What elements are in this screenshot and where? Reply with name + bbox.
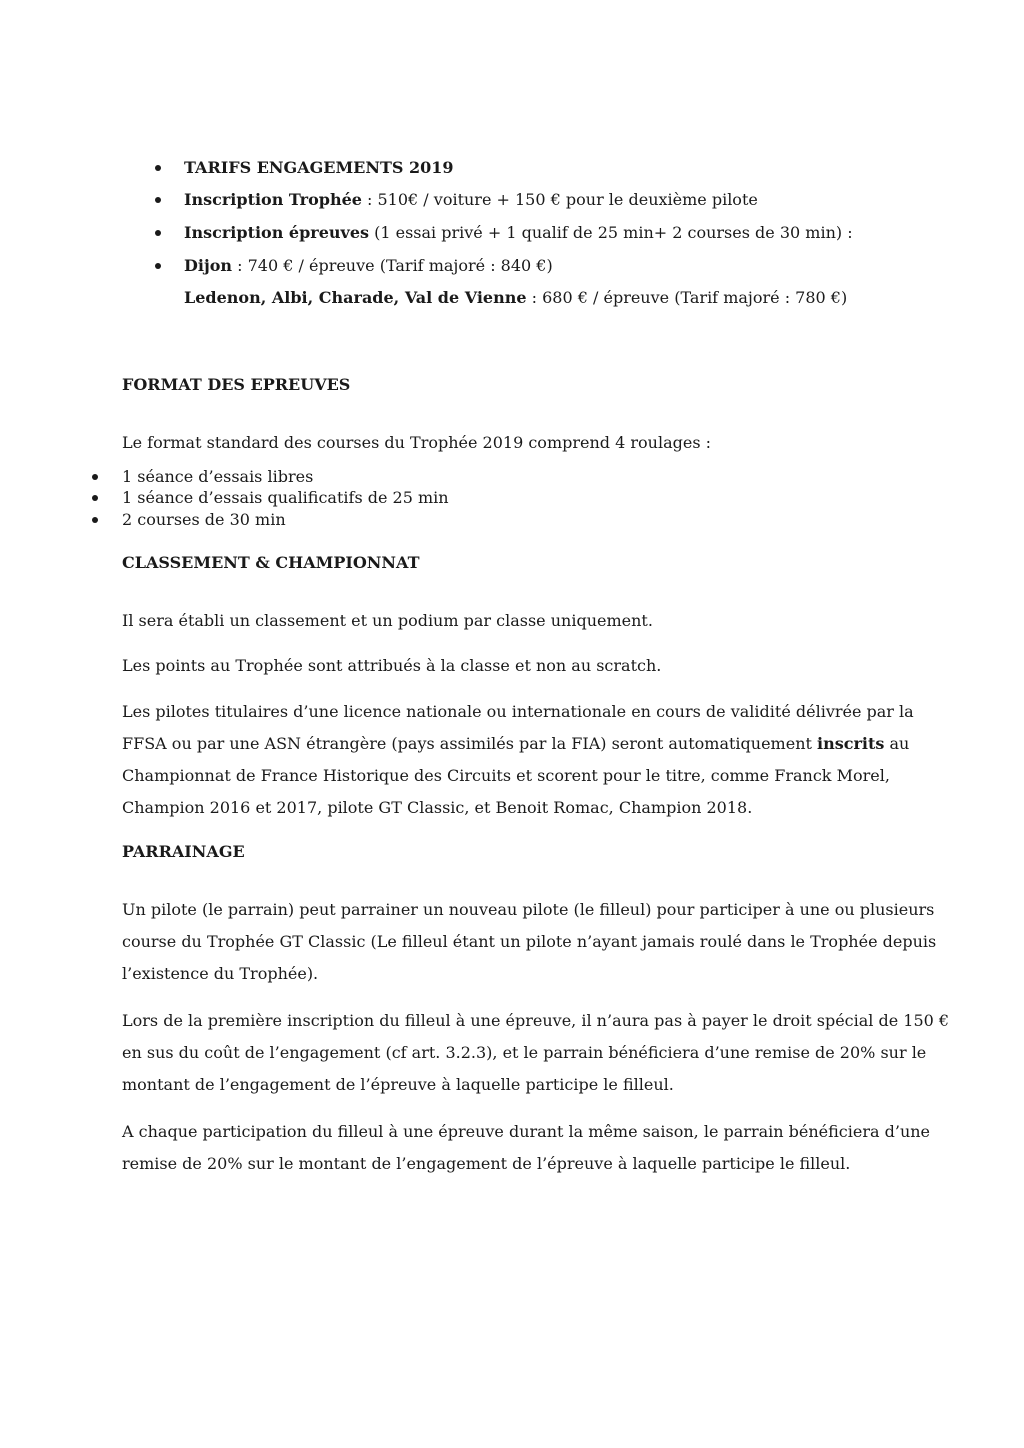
format-title: FORMAT DES EPREUVES [122, 375, 351, 394]
parrainage-paragraph-2-line: en sus du coût de l’engagement (cf art. 3.2.3), et le parrain bénéficiera d’une remise de 20% sur le [122, 1043, 927, 1062]
format-intro: Le format standard des courses du Trophée 2019 comprend 4 roulages : [122, 433, 712, 452]
format-item: 2 courses de 30 min [122, 510, 286, 529]
bullet-icon [155, 197, 161, 203]
tarifs-dijon-text: : 740 € / épreuve (Tarif majoré : 840 €) [232, 256, 553, 275]
tarifs-trophee-line [184, 190, 758, 210]
tarifs-circuits-text: : 680 € / épreuve (Tarif majoré : 780 €) [526, 288, 848, 307]
bullet-icon [92, 495, 98, 501]
parrainage-paragraph-2-line: Lors de la première inscription du filleul à une épreuve, il n’aura pas à payer le droit spécial de 150 € [122, 1011, 950, 1030]
tarifs-dijon-label: Dijon [184, 256, 233, 275]
parrainage-paragraph-1-line: l’existence du Trophée). [122, 964, 319, 983]
tarifs-title: TARIFS ENGAGEMENTS 2019 [184, 158, 454, 177]
tarifs-trophee-label: Inscription Trophée [184, 190, 362, 209]
classement-paragraph-3-line: Championnat de France Historique des Circuits et scorent pour le titre, comme Franck Morel, [122, 766, 890, 785]
classement-paragraph-3-line [122, 734, 909, 754]
parrainage-title: PARRAINAGE [122, 842, 245, 861]
classement-p3-text-b: au [884, 734, 910, 753]
tarifs-circuits-line [184, 288, 847, 308]
classement-paragraph-3-line: Les pilotes titulaires d’une licence nationale ou internationale en cours de validité délivrée par la [122, 702, 914, 721]
bullet-icon [155, 165, 161, 171]
bullet-icon [92, 517, 98, 523]
classement-p3-text-a: FFSA ou par une ASN étrangère (pays assimilés par la FIA) seront automatiquement [122, 734, 818, 753]
classement-title: CLASSEMENT & CHAMPIONNAT [122, 553, 420, 572]
classement-paragraph-3-line: Champion 2016 et 2017, pilote GT Classic, et Benoit Romac, Champion 2018. [122, 798, 753, 817]
format-item: 1 séance d’essais qualificatifs de 25 min [122, 488, 449, 507]
tarifs-epreuves-label: Inscription épreuves [184, 223, 369, 242]
format-item: 1 séance d’essais libres [122, 467, 314, 486]
classement-paragraph-1: Il sera établi un classement et un podium par classe uniquement. [122, 611, 653, 630]
parrainage-paragraph-1-line: Un pilote (le parrain) peut parrainer un nouveau pilote (le filleul) pour participer à une ou plusieurs [122, 900, 935, 919]
bullet-icon [155, 263, 161, 269]
classement-p3-bold: inscrits [817, 734, 885, 753]
tarifs-dijon-line [184, 256, 553, 276]
classement-paragraph-2: Les points au Trophée sont attribués à la classe et non au scratch. [122, 656, 662, 675]
bullet-icon [155, 230, 161, 236]
parrainage-paragraph-1-line: course du Trophée GT Classic (Le filleul étant un pilote n’ayant jamais roulé dans le Trophée depuis [122, 932, 937, 951]
tarifs-circuits-label: Ledenon, Albi, Charade, Val de Vienne [184, 288, 527, 307]
bullet-icon [92, 474, 98, 480]
tarifs-epreuves-line [184, 223, 853, 243]
parrainage-paragraph-3-line: A chaque participation du filleul à une épreuve durant la même saison, le parrain bénéficiera d’une [122, 1122, 931, 1141]
tarifs-trophee-text: : 510€ / voiture + 150 € pour le deuxième pilote [361, 190, 758, 209]
parrainage-paragraph-2-line: montant de l’engagement de l’épreuve à laquelle participe le filleul. [122, 1075, 674, 1094]
parrainage-paragraph-3-line: remise de 20% sur le montant de l’engagement de l’épreuve à laquelle participe le filleul. [122, 1154, 851, 1173]
tarifs-epreuves-text: (1 essai privé + 1 qualif de 25 min+ 2 courses de 30 min) : [369, 223, 853, 242]
